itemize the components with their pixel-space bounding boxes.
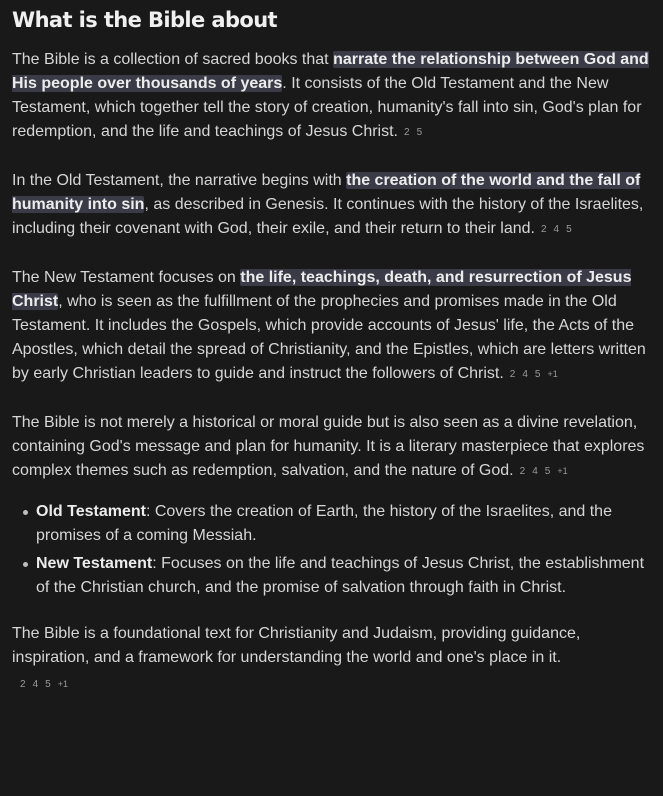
paragraph-text: The Bible is a foundational text for Christianity and Judaism, providing guidance, inspiration, and a framework for understanding the world and one's place in it. xyxy=(12,625,581,666)
citation-link[interactable]: 2 xyxy=(20,679,26,690)
highlight: the creation of the world and the fall of humanity into sin xyxy=(12,172,641,213)
page-title: What is the Bible about xyxy=(12,8,277,32)
highlight: the life, teachings, death, and resurrection of Jesus Christ xyxy=(12,269,632,310)
paragraph-new-testament xyxy=(12,266,651,387)
citation-link[interactable]: 2 xyxy=(404,127,410,138)
list-item-text: : Covers the creation of Earth, the history of the Israelites, and the promises of a coming Messiah. xyxy=(36,503,612,544)
list-item-text: : Focuses on the life and teachings of Jesus Christ, the establishment of the Christian church, and the promise of salvation through faith in Christ. xyxy=(36,555,645,596)
citation-link[interactable]: 5 xyxy=(416,127,423,138)
citation-link[interactable]: 4 xyxy=(522,369,528,380)
citation-link[interactable]: 5 xyxy=(544,466,551,477)
paragraph-text: The Bible is a collection of sacred books that xyxy=(12,51,334,68)
paragraph-old-testament xyxy=(12,169,651,242)
list-item xyxy=(36,500,651,548)
citations xyxy=(510,369,565,380)
citation-link[interactable]: 5 xyxy=(534,369,541,380)
citation-link[interactable]: 5 xyxy=(566,224,572,235)
paragraph-divine-revelation xyxy=(12,411,651,484)
citation-more-link[interactable]: +1 xyxy=(57,679,68,689)
citation-link[interactable]: 2 xyxy=(519,466,526,477)
highlight: narrate the relationship between God and His people over thousands of years xyxy=(12,51,649,92)
list-item-term: Old Testament xyxy=(36,503,146,520)
paragraph-text: The New Testament focuses on xyxy=(12,269,241,286)
list-item xyxy=(36,552,651,600)
citation-link[interactable]: 5 xyxy=(45,679,51,690)
paragraph-text: The Bible is not merely a historical or moral guide but is also seen as a divine revelation, containing God's message and plan for humanity. It is a literary masterpiece that explores complex themes such as redemption, salvation, and the nature of God. xyxy=(12,414,645,479)
paragraph-text: In the Old Testament, the narrative begins with xyxy=(12,172,347,189)
paragraph-text: , who is seen as the fulfillment of the prophecies and promises made in the Old Testament. It includes the Gospels, which provide accounts of Jesus' life, the Acts of the Apostles, which detail the spread of Christianity, and the Epistles, which are letters written by early Christian leaders to guide and instruct the followers of Christ. xyxy=(12,293,646,382)
paragraph-intro xyxy=(12,48,651,145)
paragraph-text: , as described in Genesis. It continues with the history of the Israelites, including their covenant with God, their exile, and their return to their land. xyxy=(12,196,644,237)
citations xyxy=(520,466,575,477)
paragraph-text: . It consists of the Old Testament and the New Testament, which together tell the story of creation, humanity's fall into sin, God's plan for redemption, and the life and teachings of Jesus Christ. xyxy=(12,75,642,140)
citation-link[interactable]: 2 xyxy=(509,369,516,380)
list-item-term: New Testament xyxy=(36,555,153,572)
citations xyxy=(20,672,651,697)
citation-link[interactable]: 4 xyxy=(553,224,560,235)
citation-link[interactable]: 4 xyxy=(32,679,39,690)
citation-more-link[interactable]: +1 xyxy=(557,466,568,476)
citation-link[interactable]: 2 xyxy=(540,224,547,235)
citation-more-link[interactable]: +1 xyxy=(547,369,558,379)
citation-link[interactable]: 4 xyxy=(532,466,538,477)
citations xyxy=(541,224,579,235)
paragraph-conclusion xyxy=(12,622,651,697)
citations xyxy=(404,127,429,138)
bullet-list xyxy=(12,500,651,600)
